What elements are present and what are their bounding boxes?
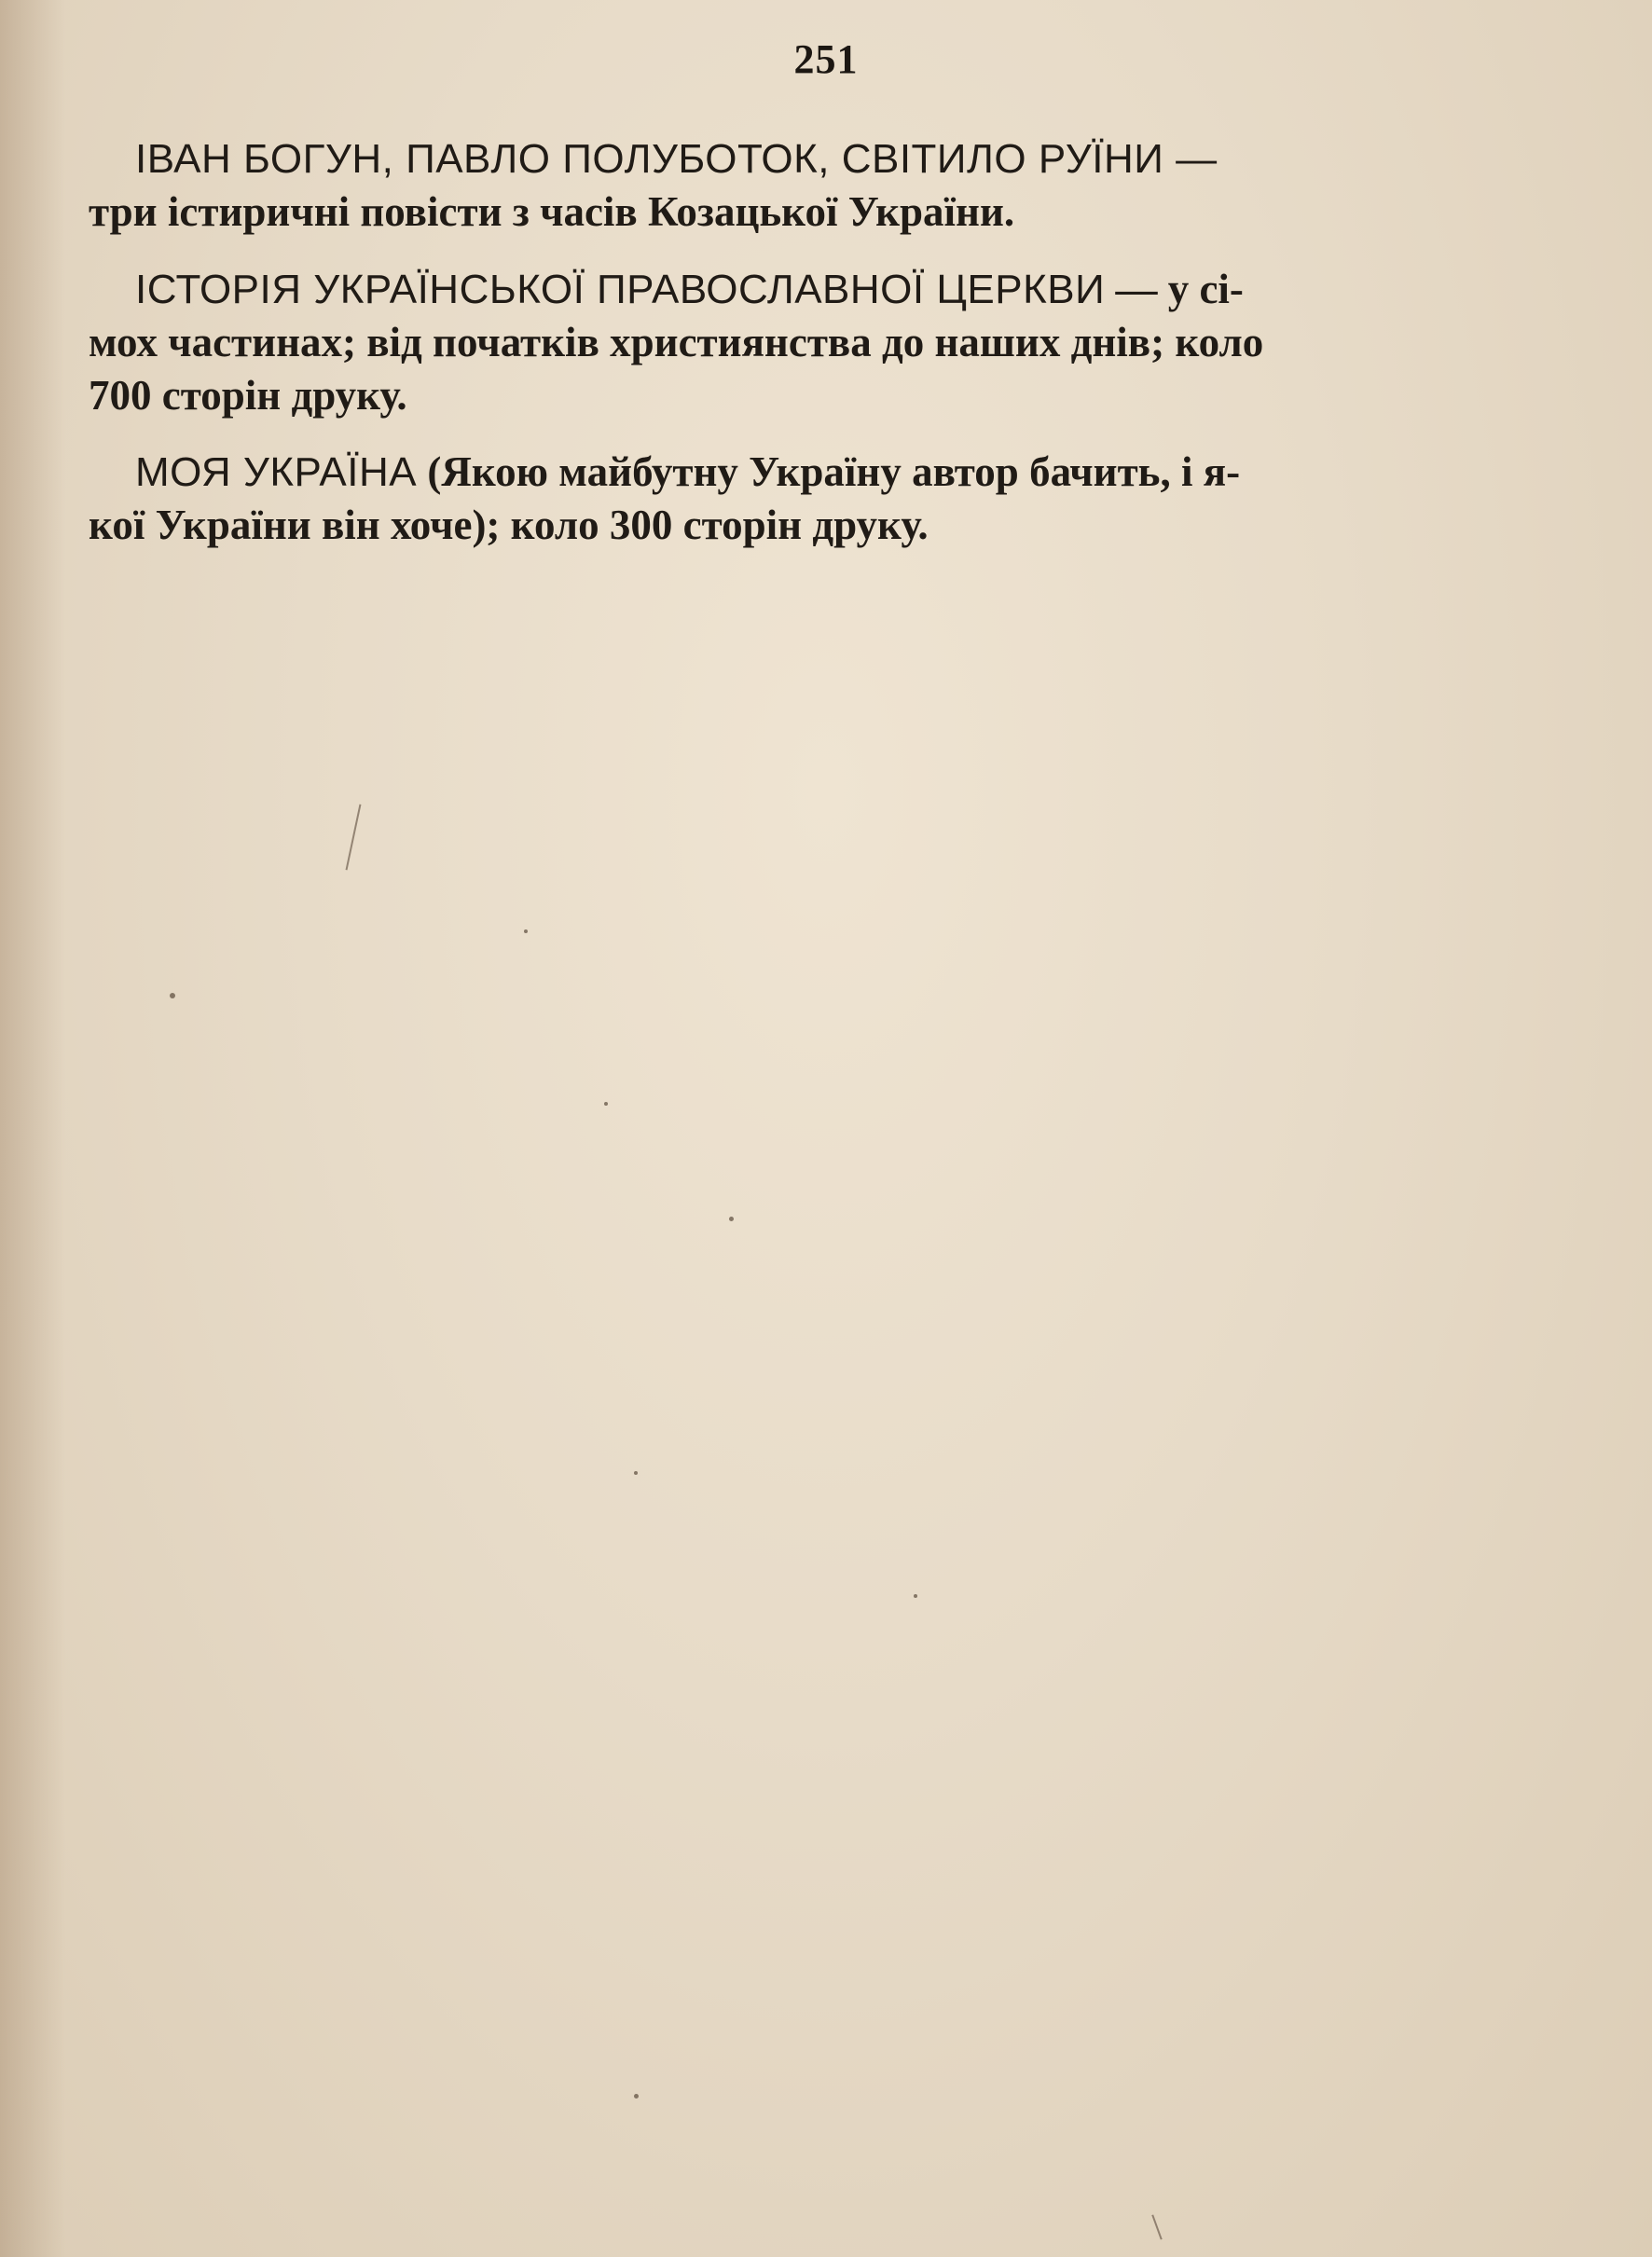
- entry-text: кої України він хоче); коло 300 сторін друку.: [89, 502, 929, 548]
- entry-line: [89, 263, 1520, 316]
- paper-speck: [170, 993, 175, 998]
- entry-text: мох частинах; від початків християнства до наших днів; коло: [89, 319, 1264, 365]
- entry-text: — у сі-: [1105, 266, 1244, 312]
- entry-text: (Якою майбутну Україну автор бачить, і я-: [417, 448, 1241, 495]
- entry-title: ІСТОРІЯ УКРАЇНСЬКОЇ ПРАВОСЛАВНОЇ ЦЕРКВИ: [135, 267, 1106, 312]
- book-entry-ivan-bohun: [89, 132, 1520, 239]
- paper-scratch: [346, 805, 362, 871]
- paper-speck: [604, 1102, 608, 1106]
- paper-scratch: [1151, 2215, 1162, 2240]
- entry-text: 700 сторін друку.: [89, 372, 407, 419]
- paper-speck: [634, 1471, 638, 1475]
- entry-text: три істиричні повісти з часів Козацької України.: [89, 188, 1015, 235]
- entry-line: [89, 369, 1520, 422]
- entry-line: [89, 499, 1520, 552]
- book-entry-my-ukraine: [89, 446, 1520, 552]
- book-entry-church-history: [89, 263, 1520, 422]
- paper-speck: [914, 1594, 917, 1598]
- entry-line: [89, 316, 1520, 369]
- entry-title: МОЯ УКРАЇНА: [135, 449, 418, 495]
- page-number: 251: [793, 36, 859, 82]
- entry-title: ІВАН БОГУН, ПАВЛО ПОЛУБОТОК, СВІТИЛО РУЇНИ —: [135, 136, 1218, 182]
- paper-speck: [634, 2094, 639, 2099]
- entry-line: [89, 186, 1520, 239]
- paper-speck: [524, 929, 528, 933]
- binding-shadow: [0, 0, 65, 2257]
- entry-line: [89, 132, 1520, 186]
- paper-speck: [729, 1217, 734, 1221]
- entry-line: [89, 446, 1520, 499]
